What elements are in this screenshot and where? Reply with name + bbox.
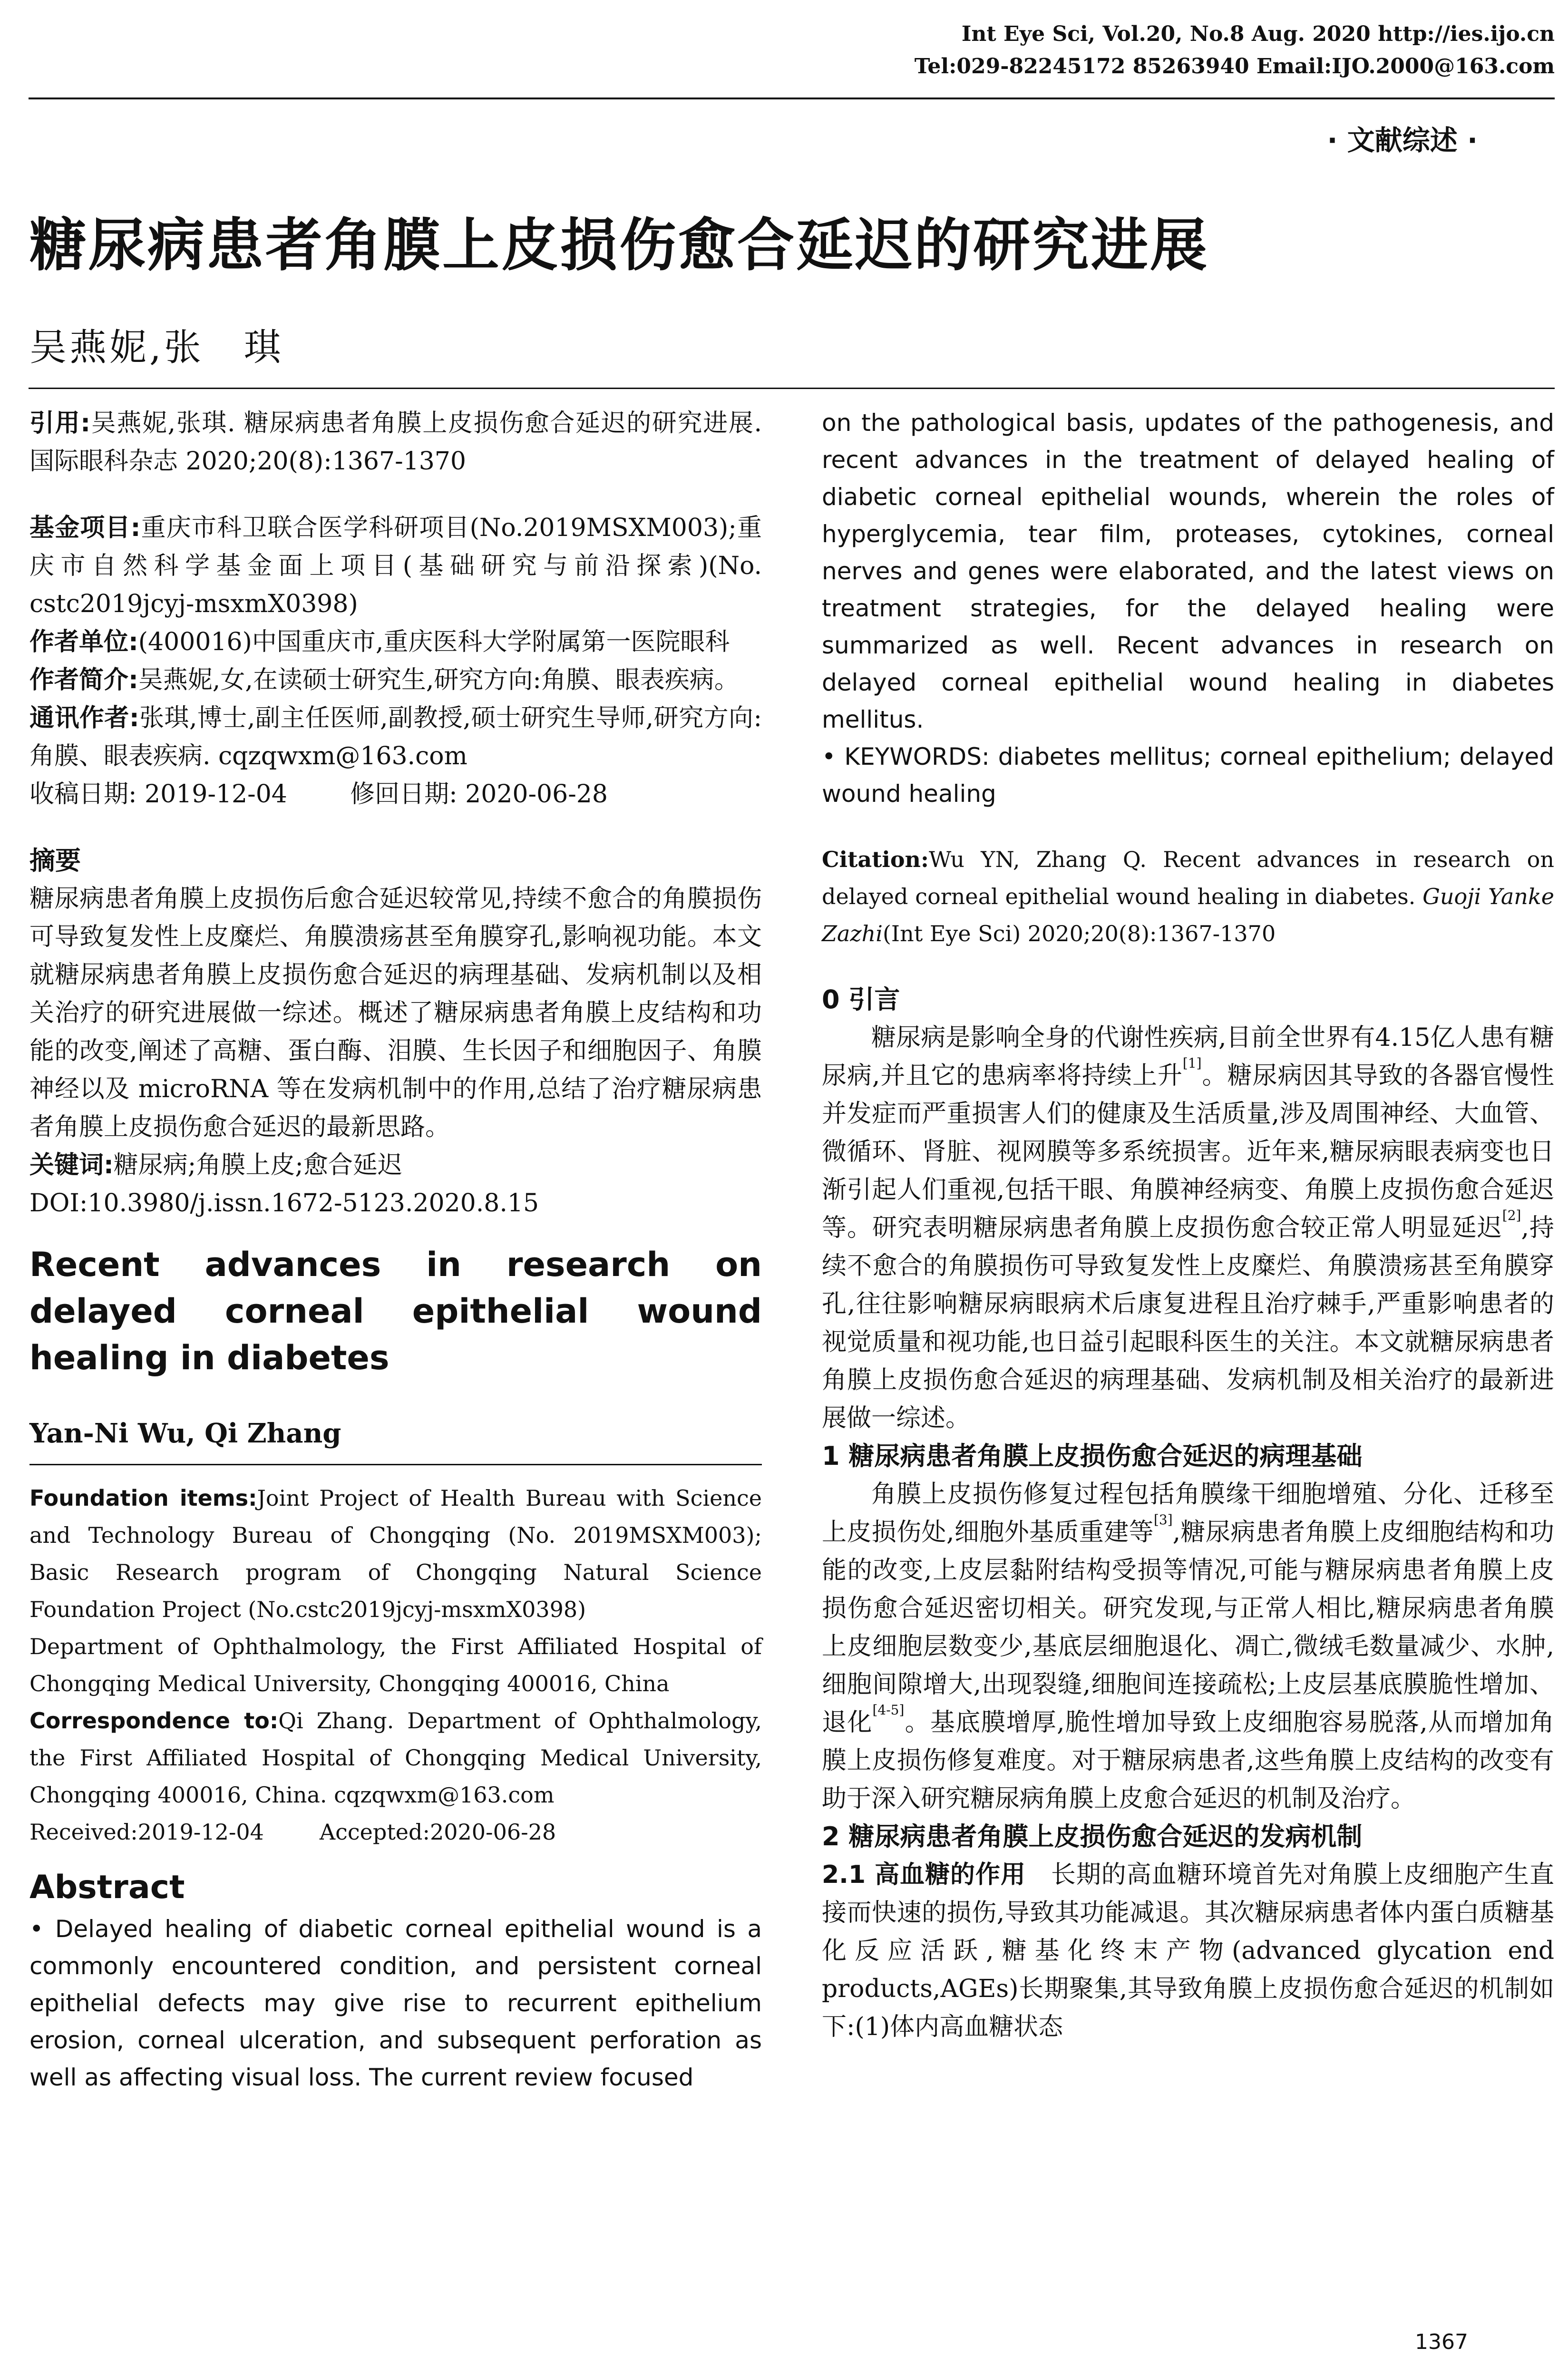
corr-cn-text: 张琪,博士,副主任医师,副教授,硕士研究生导师,研究方向:角膜、眼表疾病. cqzqwxm@163.com bbox=[29, 704, 762, 770]
journal-contact-line: Tel:029-82245172 85263940 Email:IJO.2000@163.com bbox=[914, 54, 1555, 78]
reference-4-5: [4-5] bbox=[872, 1702, 905, 1718]
correspondence-en-text: Qi Zhang. Department of Ophthalmology, the First Affiliated Hospital of Chongqing Medical University, Chongqing 400016, China. cqzqwxm@163.com bbox=[29, 1708, 762, 1808]
keywords-en bbox=[822, 738, 1554, 812]
keywords-en-label: • KEYWORDS: bbox=[822, 743, 990, 770]
page-number: 1367 bbox=[1415, 2330, 1468, 2354]
citation-cn-label: 引用: bbox=[29, 409, 91, 438]
reference-1: [1] bbox=[1182, 1055, 1202, 1071]
citation-cn-text: 吴燕妮,张琪. 糖尿病患者角膜上皮损伤愈合延迟的研究进展. 国际眼科杂志 2020;20(8):1367-1370 bbox=[29, 409, 762, 476]
doi: DOI:10.3980/j.issn.1672-5123.2020.8.15 bbox=[29, 1189, 539, 1218]
reference-3: [3] bbox=[1153, 1512, 1173, 1528]
abstract-en-part2: on the pathological basis, updates of the pathogenesis, and recent advances in the treatment of delayed healing of diabetic corneal epithelial wounds, wherein the roles of hyperglycemia, tear film, proteases, cytokines, corneal nerves and genes were elaborated, and the latest views on treatment strategies, for the delayed healing were summarized as well. Recent advances in research on delayed corneal epithelial wound healing in diabetes mellitus. bbox=[822, 409, 1554, 733]
correspondence-en-label: Correspondence to: bbox=[29, 1708, 279, 1734]
fund-cn-label: 基金项目: bbox=[29, 514, 141, 542]
left-column bbox=[29, 404, 762, 2096]
abstract-en-part1: • Delayed healing of diabetic corneal epithelial wound is a commonly encountered condition, and persistent corneal epithelial defects may give rise to recurrent epithelium erosion, corneal ulceration, and subsequent perforation as well as affecting visual loss. The current review focused bbox=[29, 1915, 762, 2091]
section-0-paragraph bbox=[822, 1019, 1554, 1437]
section-2-1-paragraph bbox=[822, 1856, 1554, 2046]
section-2-1-text: 长期的高血糖环境首先对角膜上皮细胞产生直接而快速的损伤,导致其功能减退。其次糖尿病患者体内蛋白质糖基化反应活跃,糖基化终末产物(advanced glycation end products,AGEs)长期聚集,其导致角膜上皮损伤愈合延迟的机制如下:(1)体内高血糖状态 bbox=[822, 1861, 1554, 2041]
section-1-text-c: 。基底膜增厚,脆性增加导致上皮细胞容易脱落,从而增加角膜上皮损伤修复难度。对于糖尿病患者,这些角膜上皮结构的改变有助于深入研究糖尿病角膜上皮愈合延迟的机制及治疗。 bbox=[822, 1708, 1554, 1813]
authors-rule bbox=[29, 1464, 762, 1465]
section-1-text-b: ,糖尿病患者角膜上皮细胞结构和功能的改变,上皮层黏附结构受损等情况,可能与糖尿病患者角膜上皮损伤愈合延迟密切相关。研究发现,与正常人相比,糖尿病患者角膜上皮细胞层数变少,基底层细胞退化、凋亡,微绒毛数量减少、水肿,细胞间隙增大,出现裂缝,细胞间连接疏松;上皮层基底膜脆性增加、退化 bbox=[822, 1518, 1554, 1737]
section-0-text-a: 糖尿病是影响全身的代谢性疾病,目前全世界有4.15亿人患有糖尿病,并且它的患病率将持续上升 bbox=[822, 1023, 1554, 1090]
citation-en-journal: Guoji Yanke Zazhi bbox=[822, 884, 1555, 946]
abstract-en-heading: Abstract bbox=[29, 1869, 185, 1906]
section-1-heading: 1 糖尿病患者角膜上皮损伤愈合延迟的病理基础 bbox=[822, 1441, 1363, 1471]
section-0-heading: 0 引言 bbox=[822, 984, 900, 1014]
citation-en-pre: Wu YN, Zhang Q. Recent advances in research on delayed corneal epithelial wound healing in diabetes. bbox=[822, 847, 1554, 909]
bio-cn bbox=[29, 661, 762, 699]
unit-cn-text: (400016)中国重庆市,重庆医科大学附属第一医院眼科 bbox=[138, 628, 730, 656]
abstract-cn-heading: 摘要 bbox=[29, 846, 81, 876]
section-1-paragraph bbox=[822, 1475, 1554, 1818]
keywords-cn-label: 关键词: bbox=[29, 1151, 114, 1179]
fund-cn-text: 重庆市科卫联合医学科研项目(No.2019MSXM003);重庆市自然科学基金面上项目(基础研究与前沿探索)(No. cstc2019jcyj-msxmX0398) bbox=[29, 514, 762, 618]
section-0-text-b: 。糖尿病因其导致的各器官慢性并发症而严重损害人们的健康及生活质量,涉及周围神经、大血管、微循环、肾脏、视网膜等多系统损害。近年来,糖尿病眼表病变也日渐引起人们重视,包括干眼、角膜神经病变、角膜上皮损伤愈合延迟等。研究表明糖尿病患者角膜上皮损伤愈合较正常人明显延迟 bbox=[822, 1062, 1554, 1242]
corr-cn bbox=[29, 699, 762, 775]
unit-cn-label: 作者单位: bbox=[29, 628, 138, 656]
foundation-en-text: Joint Project of Health Bureau with Science and Technology Bureau of Chongqing (No. 2019MSXM003); Basic Research program of Chongqing Natural Science Foundation Project (No.cstc2019jcyj-msxmX0398) bbox=[29, 1485, 762, 1622]
citation-en bbox=[822, 841, 1554, 952]
unit-cn bbox=[29, 623, 762, 661]
section-tag: · 文献综述 · bbox=[1327, 124, 1478, 156]
authors-cn: 吴燕妮,张 琪 bbox=[29, 326, 284, 369]
correspondence-en bbox=[29, 1702, 762, 1813]
keywords-en-text: diabetes mellitus; corneal epithelium; delayed wound healing bbox=[822, 743, 1554, 808]
corr-cn-label: 通讯作者: bbox=[29, 704, 139, 732]
abstract-cn: 糖尿病患者角膜上皮损伤后愈合延迟较常见,持续不愈合的角膜损伤可导致复发性上皮糜烂、角膜溃疡甚至角膜穿孔,影响视功能。本文就糖尿病患者角膜上皮损伤愈合延迟的病理基础、发病机制以及相关治疗的研究进展做一综述。概述了糖尿病患者角膜上皮结构和功能的改变,阐述了高糖、蛋白酶、泪膜、生长因子和细胞因子、角膜神经以及 microRNA 等在发病机制中的作用,总结了治疗糖尿病患者角膜上皮损伤愈合延迟的最新思路。 bbox=[29, 885, 762, 1141]
section-2-1-label: 2.1 高血糖的作用 bbox=[822, 1861, 1026, 1889]
section-1-text-a: 角膜上皮损伤修复过程包括角膜缘干细胞增殖、分化、迁移至上皮损伤处,细胞外基质重建等 bbox=[822, 1480, 1554, 1547]
authors-en: Yan-Ni Wu, Qi Zhang bbox=[29, 1418, 341, 1449]
department-en: Department of Ophthalmology, the First Affiliated Hospital of Chongqing Medical University, Chongqing 400016, China bbox=[29, 1634, 762, 1696]
section-2-heading: 2 糖尿病患者角膜上皮损伤愈合延迟的发病机制 bbox=[822, 1822, 1363, 1851]
section-0-text-c: ,持续不愈合的角膜损伤可导致复发性上皮糜烂、角膜溃疡甚至角膜穿孔,往往影响糖尿病眼病术后康复进程且治疗棘手,严重影响患者的视觉质量和视功能,也日益引起眼科医生的关注。本文就糖尿病患者角膜上皮损伤愈合延迟的病理基础、发病机制及相关治疗的最新进展做一综述。 bbox=[822, 1214, 1554, 1432]
article-title-cn: 糖尿病患者角膜上皮损伤愈合延迟的研究进展 bbox=[29, 213, 1209, 279]
citation-cn bbox=[29, 404, 762, 480]
article-title-en: Recent advances in research on delayed corneal epithelial wound healing in diabetes bbox=[29, 1245, 762, 1377]
journal-info-line: Int Eye Sci, Vol.20, No.8 Aug. 2020 http://ies.ijo.cn bbox=[961, 22, 1555, 46]
citation-en-post: (Int Eye Sci) 2020;20(8):1367-1370 bbox=[882, 921, 1276, 946]
reference-2: [2] bbox=[1502, 1208, 1521, 1223]
fund-cn bbox=[29, 509, 762, 623]
title-rule bbox=[29, 388, 1555, 389]
keywords-cn-text: 糖尿病;角膜上皮;愈合延迟 bbox=[113, 1151, 402, 1179]
bio-cn-text: 吴燕妮,女,在读硕士研究生,研究方向:角膜、眼表疾病。 bbox=[138, 666, 739, 694]
foundation-en-label: Foundation items: bbox=[29, 1485, 257, 1511]
right-column bbox=[822, 404, 1554, 2046]
dates-cn: 收稿日期: 2019-12-04 修回日期: 2020-06-28 bbox=[29, 780, 608, 809]
header-rule bbox=[29, 97, 1555, 99]
citation-en-label: Citation: bbox=[822, 847, 929, 872]
bio-cn-label: 作者简介: bbox=[29, 666, 138, 694]
keywords-cn bbox=[29, 1146, 762, 1184]
foundation-en bbox=[29, 1480, 762, 1628]
received-en: Received:2019-12-04 Accepted:2020-06-28 bbox=[29, 1819, 556, 1845]
journal-header bbox=[915, 18, 1555, 83]
